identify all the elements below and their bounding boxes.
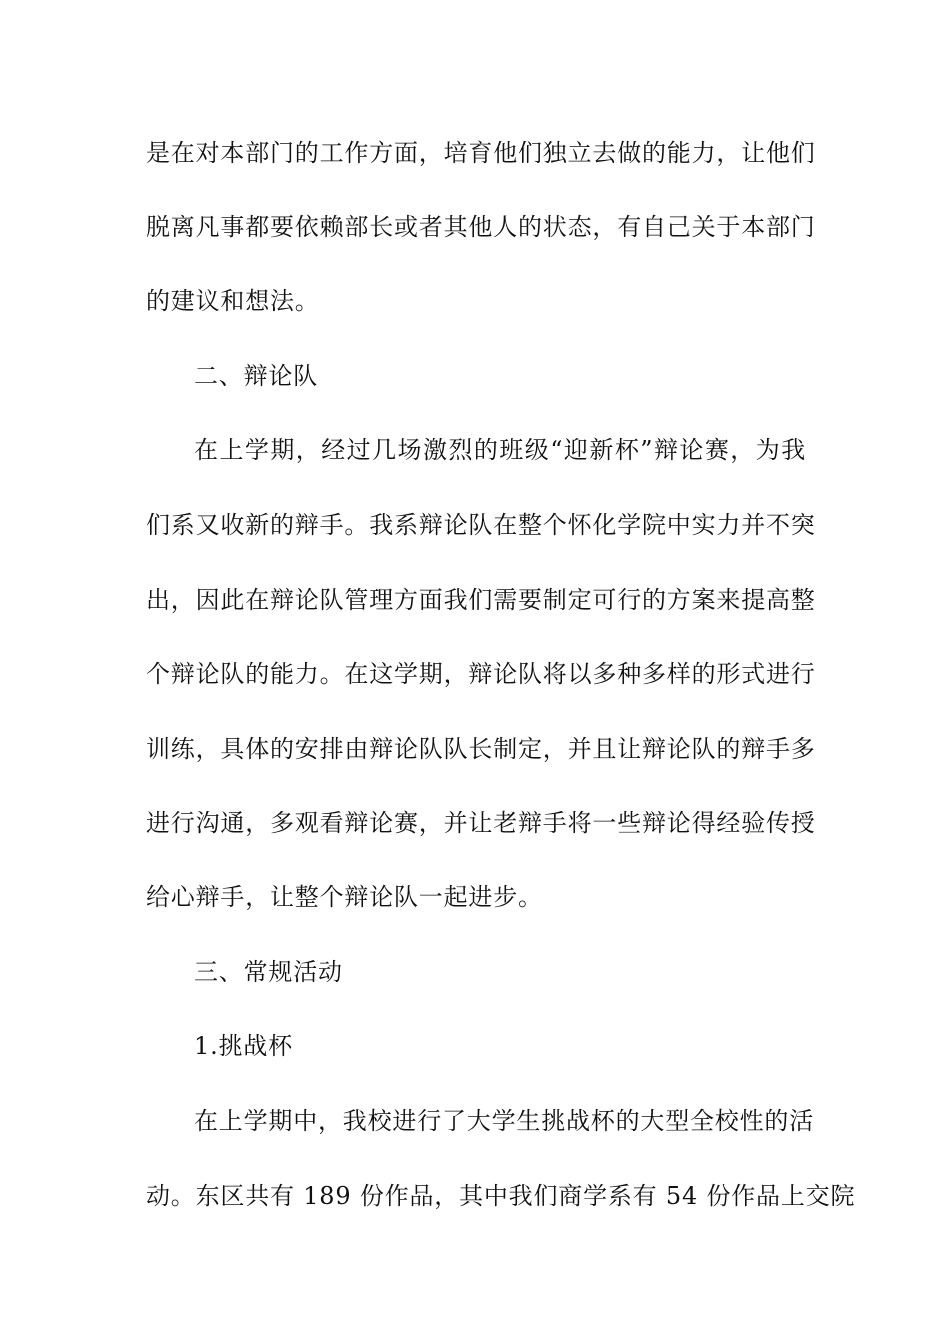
paragraph-line: 训练，具体的安排由辩论队队长制定，并且让辩论队的辩手多 (146, 735, 816, 763)
section-heading: 三、常规活动 (194, 958, 343, 986)
paragraph-line: 在上学期，经过几场激烈的班级“迎新杯”辩论赛，为我 (194, 436, 806, 464)
paragraph-line: 在上学期中，我校进行了大学生挑战杯的大型全校性的活 (194, 1107, 814, 1135)
paragraph-line: 给心辩手，让整个辩论队一起进步。 (146, 883, 543, 911)
paragraph-line: 的建议和想法。 (146, 287, 320, 315)
section-heading: 二、辩论队 (194, 362, 318, 390)
paragraph-line: 进行沟通，多观看辩论赛，并让老辩手将一些辩论得经验传授 (146, 809, 816, 837)
paragraph-line: 是在对本部门的工作方面，培育他们独立去做的能力，让他们 (146, 139, 816, 167)
paragraph-line: 个辩论队的能力。在这学期，辩论队将以多种多样的形式进行 (146, 660, 816, 688)
subsection-heading: 1.挑战杯 (194, 1032, 293, 1060)
paragraph-line: 脱离凡事都要依赖部长或者其他人的状态，有自己关于本部门 (146, 213, 816, 241)
paragraph-line: 们系又收新的辩手。我系辩论队在整个怀化学院中实力并不突 (146, 511, 816, 539)
paragraph-line: 出，因此在辩论队管理方面我们需要制定可行的方案来提高整 (146, 586, 816, 614)
paragraph-line: 动。东区共有 189 份作品，其中我们商学系有 54 份作品上交院 (146, 1182, 856, 1210)
